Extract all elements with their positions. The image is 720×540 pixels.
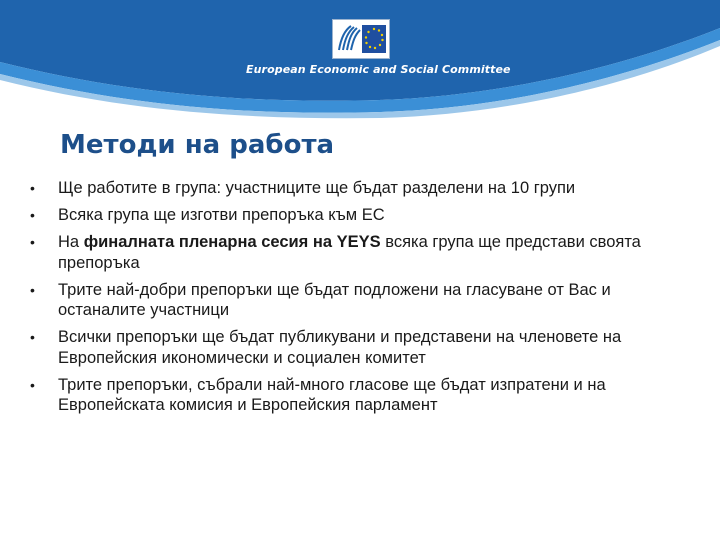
eesc-logo-icon [332,19,390,59]
bullet-item [30,327,690,368]
bullet-text: Всяка група ще изготви препоръка към ЕС [58,206,385,224]
bullet-text-suffix: всяка група ще представи своята препоръка [58,233,641,272]
bullet-item [30,375,690,416]
bullet-list [30,178,690,422]
bullet-dot-icon: • [30,180,35,196]
bullet-dot-icon: • [30,281,35,298]
bullet-dot-icon: • [30,234,35,250]
bullet-text-bold: финалната пленарна сесия на YEYS [83,233,381,251]
organization-name: European Economic and Social Committee [246,63,511,76]
bullet-item [30,280,690,321]
bullet-text: Ще работите в група: участниците ще бъдат разделени на 10 групи [58,179,576,197]
bullet-item [30,232,690,273]
bullet-text: Трите най-добри препоръки ще бъдат подложени на гласуване от Вас и останалите участници [58,280,611,319]
bullet-text-prefix: На [58,233,84,251]
bullet-dot-icon: • [30,207,35,223]
bullet-item [30,205,690,226]
bullet-text: Трите препоръки, събрали най-много гласове ще бъдат изпратени и на Европейската комисия и Европейския парламент [58,375,606,414]
bullet-text: Всички препоръки ще бъдат публикувани и представени на членовете на Европейския икономически и социален комитет [58,328,622,367]
bullet-dot-icon: • [30,329,35,345]
slide-title: Методи на работа [60,130,335,160]
bullet-dot-icon: • [30,376,35,393]
bullet-item [30,178,690,199]
